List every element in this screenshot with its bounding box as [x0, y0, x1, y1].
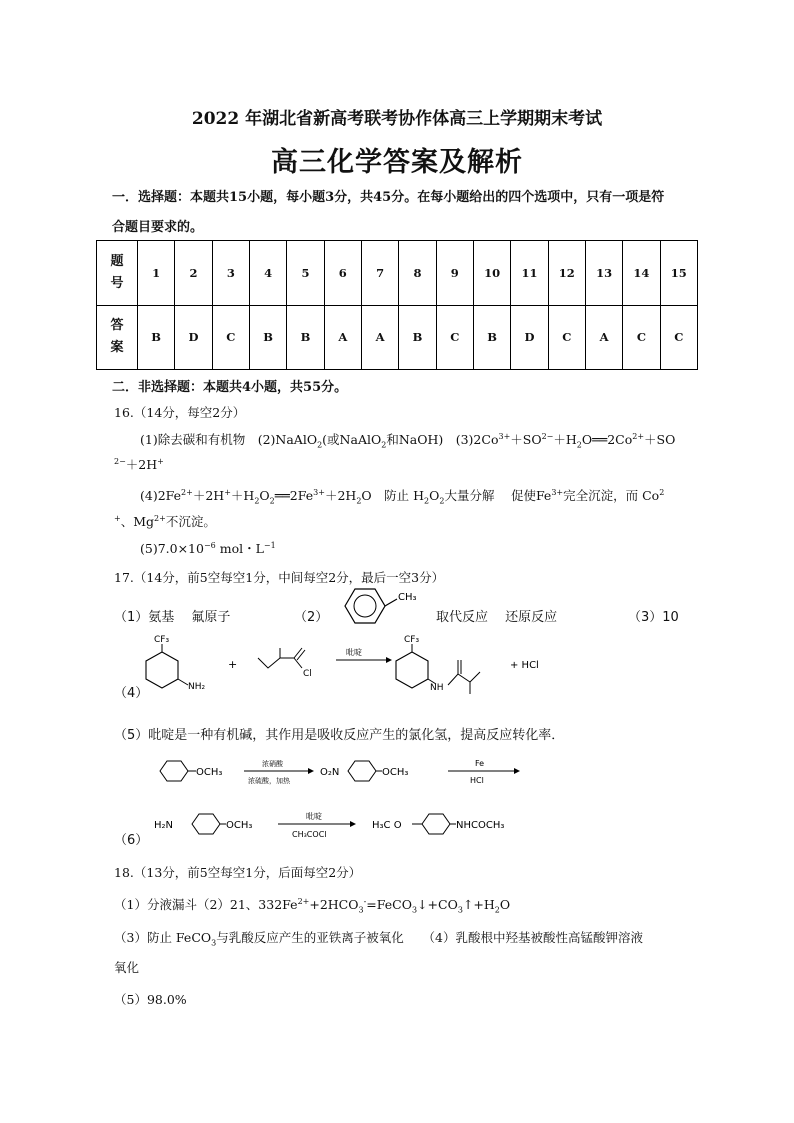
text: 3+ — [313, 487, 325, 497]
text: 2 — [269, 496, 275, 506]
q18-line1 — [114, 895, 510, 915]
answer-cell: B — [399, 305, 436, 370]
answer-cell: C — [436, 305, 473, 370]
text: mol・L — [215, 541, 264, 556]
text: 与乳酸反应产生的亚铁离子被氧化 （4）乳酸根中羟基被酸性高锰酸钾溶液 — [216, 930, 643, 945]
text: 、Mg — [120, 514, 155, 529]
answer-cell: C — [660, 305, 697, 370]
nh2-label: NH₂ — [188, 682, 206, 692]
q17-part2: （2） — [294, 610, 329, 625]
benzene-ring — [146, 652, 178, 688]
answer-cell: A — [585, 305, 622, 370]
section1-heading-cont: 合题目要求的。 — [112, 220, 204, 235]
text: + — [114, 513, 121, 523]
text: (5)7.0×10 — [140, 541, 204, 556]
cf3-label: CF₃ — [404, 635, 420, 645]
amine-label: H₂N — [154, 820, 174, 831]
q16-header: 16.（14分，每空2分） — [114, 405, 246, 420]
methoxy-label: OCH₃ — [196, 767, 223, 778]
question-number: 6 — [324, 241, 361, 306]
text: 和NaOH) (3)2Co — [386, 432, 499, 447]
row-label-char: 号 — [110, 275, 124, 291]
methyl-label: CH₃ — [398, 592, 417, 603]
text: 2 — [317, 440, 323, 450]
text: 2 — [254, 496, 260, 506]
methoxy-label: OCH₃ — [382, 767, 409, 778]
section2-heading: 二．非选择题：本题共4小题，共55分。 — [112, 380, 348, 395]
acetamido-label: NHCOCH₃ — [456, 820, 505, 831]
text: 2 — [381, 440, 387, 450]
question-number: 9 — [436, 241, 473, 306]
amide-chain — [448, 672, 480, 685]
q16-line5 — [140, 539, 276, 557]
text: (4)2Fe — [140, 488, 182, 503]
exam-title: 2022 年湖北省新高考联考协作体高三上学期期末考试 — [191, 109, 603, 129]
text: （1）分液漏斗（2）21、332Fe — [114, 897, 298, 912]
arrowhead — [386, 657, 392, 663]
nh-label: NH — [430, 683, 444, 693]
answer-table — [96, 240, 698, 370]
reagent-h2so4: 浓硫酸，加热 — [248, 777, 290, 785]
answer-cell: D — [511, 305, 548, 370]
text: 2 — [424, 496, 430, 506]
text: 大量分解 促使Fe — [444, 488, 552, 503]
methoxy-label: OCH₃ — [226, 820, 253, 831]
question-number: 2 — [175, 241, 212, 306]
q17-header: 17.（14分，前5空每空1分，中间每空2分，最后一空3分） — [114, 570, 445, 585]
reagent-ch3cocl: CH₃COCl — [292, 830, 327, 839]
question-number: 11 — [511, 241, 548, 306]
text: 完全沉淀，而 Co — [563, 488, 660, 503]
question-number: 4 — [249, 241, 286, 306]
methyl-bond — [385, 599, 397, 606]
reagent-hcl: HCl — [470, 776, 484, 785]
carbonyl-bond — [294, 648, 302, 658]
arrowhead — [514, 768, 520, 774]
answer-cell: B — [249, 305, 286, 370]
text: ↓+CO — [417, 897, 458, 912]
q17-part5: （5）吡啶是一种有机碱，其作用是吸收反应产生的氯化氢，提高反应转化率． — [114, 728, 565, 743]
answer-cell: B — [138, 305, 175, 370]
section1-heading: 一．选择题：本题共15小题，每小题3分，共45分。在每小题给出的四个选项中，只有一项是符 — [112, 190, 665, 205]
row-label-question — [97, 241, 138, 306]
text: ↑+H — [462, 897, 495, 912]
text: O══2Co — [581, 432, 633, 447]
text: 2 — [659, 487, 665, 497]
text: O — [429, 488, 440, 503]
row-label-answer — [97, 305, 138, 370]
pyridine-label: 吡啶 — [306, 812, 322, 821]
toluene-structure — [325, 584, 425, 634]
text: 2 — [439, 496, 445, 506]
text: 3 — [358, 905, 364, 915]
cf3-label: CF₃ — [154, 635, 170, 645]
benzene-ring — [345, 589, 385, 623]
q18-line2 — [114, 928, 643, 948]
q16-line1 — [140, 430, 675, 450]
text: ＋2H — [192, 488, 225, 503]
question-number: 15 — [660, 241, 697, 306]
text: + — [157, 456, 164, 466]
q17-part4: （4） — [114, 686, 149, 701]
arrowhead — [308, 768, 314, 774]
answer-cell: C — [548, 305, 585, 370]
chloride-label: Cl — [303, 669, 312, 679]
isobutyryl-chain — [258, 658, 294, 668]
benzene-ring — [396, 652, 428, 688]
question-number: 7 — [361, 241, 398, 306]
text: +2HCO — [309, 897, 359, 912]
question-number-row — [97, 241, 698, 306]
text: + — [224, 487, 231, 497]
aromatic-circle — [354, 595, 376, 617]
answer-cell: A — [361, 305, 398, 370]
reagent-fe: Fe — [475, 759, 485, 768]
text: - — [363, 896, 367, 906]
text: 2+ — [297, 896, 310, 906]
text: 不沉淀。 — [165, 514, 216, 529]
q17-part1: （1）氨基 氟原子 — [114, 610, 231, 625]
row-label-char: 案 — [110, 340, 124, 356]
benzene-ring — [192, 814, 220, 834]
q16-line3 — [140, 486, 664, 506]
q18-header: 18.（13分，前5空每空1分，后面每空2分） — [114, 865, 362, 880]
text: O — [259, 488, 270, 503]
benzene-ring — [422, 814, 450, 834]
plus-sign: + — [228, 658, 238, 671]
text: ＋2H — [125, 457, 158, 472]
q17-part3: （3）10 — [628, 610, 679, 625]
text: ＋H — [553, 432, 577, 447]
synthesis-route-line2 — [150, 805, 570, 843]
text: 2− — [541, 431, 554, 441]
question-number: 14 — [623, 241, 660, 306]
text: (1)除去碳和有机物 (2)NaAlO — [140, 432, 318, 447]
text: 2+ — [154, 513, 166, 523]
text: ＋H — [230, 488, 255, 503]
q16-line2 — [114, 455, 164, 473]
answer-cell: D — [175, 305, 212, 370]
text: 2+ — [181, 487, 193, 497]
text: ＋2H — [324, 488, 357, 503]
text: 2+ — [632, 431, 645, 441]
text: 2 — [356, 496, 362, 506]
question-number: 12 — [548, 241, 585, 306]
q18-line3: 氧化 — [114, 960, 140, 975]
text: (或NaAlO — [322, 432, 382, 447]
text: 2− — [114, 456, 126, 466]
text: （3）防止 FeCO — [114, 930, 212, 945]
q17-part2-answers: 取代反应 还原反应 — [436, 610, 558, 625]
text: =FeCO — [366, 897, 412, 912]
synthesis-route-line1 — [150, 752, 570, 790]
text: 3 — [457, 905, 463, 915]
bond — [178, 679, 188, 685]
question-number: 5 — [287, 241, 324, 306]
answer-cell: A — [324, 305, 361, 370]
q17-part6: （6） — [114, 833, 149, 848]
carbonyl-bond — [297, 650, 305, 660]
arrowhead — [350, 821, 356, 827]
text: −6 — [203, 540, 216, 550]
reaction-4-scheme — [140, 630, 560, 700]
text: ＋SO — [644, 432, 676, 447]
text: 3 — [411, 905, 418, 915]
text: −1 — [263, 540, 276, 550]
question-number: 8 — [399, 241, 436, 306]
reagent-hno3: 浓硝酸 — [262, 760, 283, 768]
text: 3+ — [551, 487, 564, 497]
pyridine-label: 吡啶 — [346, 648, 362, 657]
hcl-byproduct: + HCl — [510, 660, 539, 671]
text: 3+ — [498, 431, 511, 441]
methoxy-label: H₃C O — [372, 820, 402, 831]
question-number: 13 — [585, 241, 622, 306]
text: 2 — [494, 905, 500, 915]
text: O 防止 H — [361, 488, 425, 503]
text: ＋SO — [510, 432, 542, 447]
row-label-char: 题 — [110, 253, 124, 269]
text: 3 — [211, 938, 217, 948]
question-number: 1 — [138, 241, 175, 306]
answer-cell: C — [212, 305, 249, 370]
nitro-label: O₂N — [320, 767, 340, 778]
question-number: 10 — [473, 241, 510, 306]
question-number: 3 — [212, 241, 249, 306]
text: ══2Fe — [274, 488, 314, 503]
row-label-char: 答 — [110, 318, 124, 334]
q18-line4: （5）98.0% — [114, 992, 187, 1007]
answer-cell: B — [473, 305, 510, 370]
answer-row — [97, 305, 698, 370]
answer-cell: C — [623, 305, 660, 370]
answer-cell: B — [287, 305, 324, 370]
q16-line4 — [114, 512, 216, 530]
benzene-ring — [348, 761, 376, 781]
text: 2 — [576, 440, 582, 450]
text: O — [499, 897, 511, 912]
document-title: 高三化学答案及解析 — [271, 147, 523, 178]
benzene-ring — [160, 761, 188, 781]
